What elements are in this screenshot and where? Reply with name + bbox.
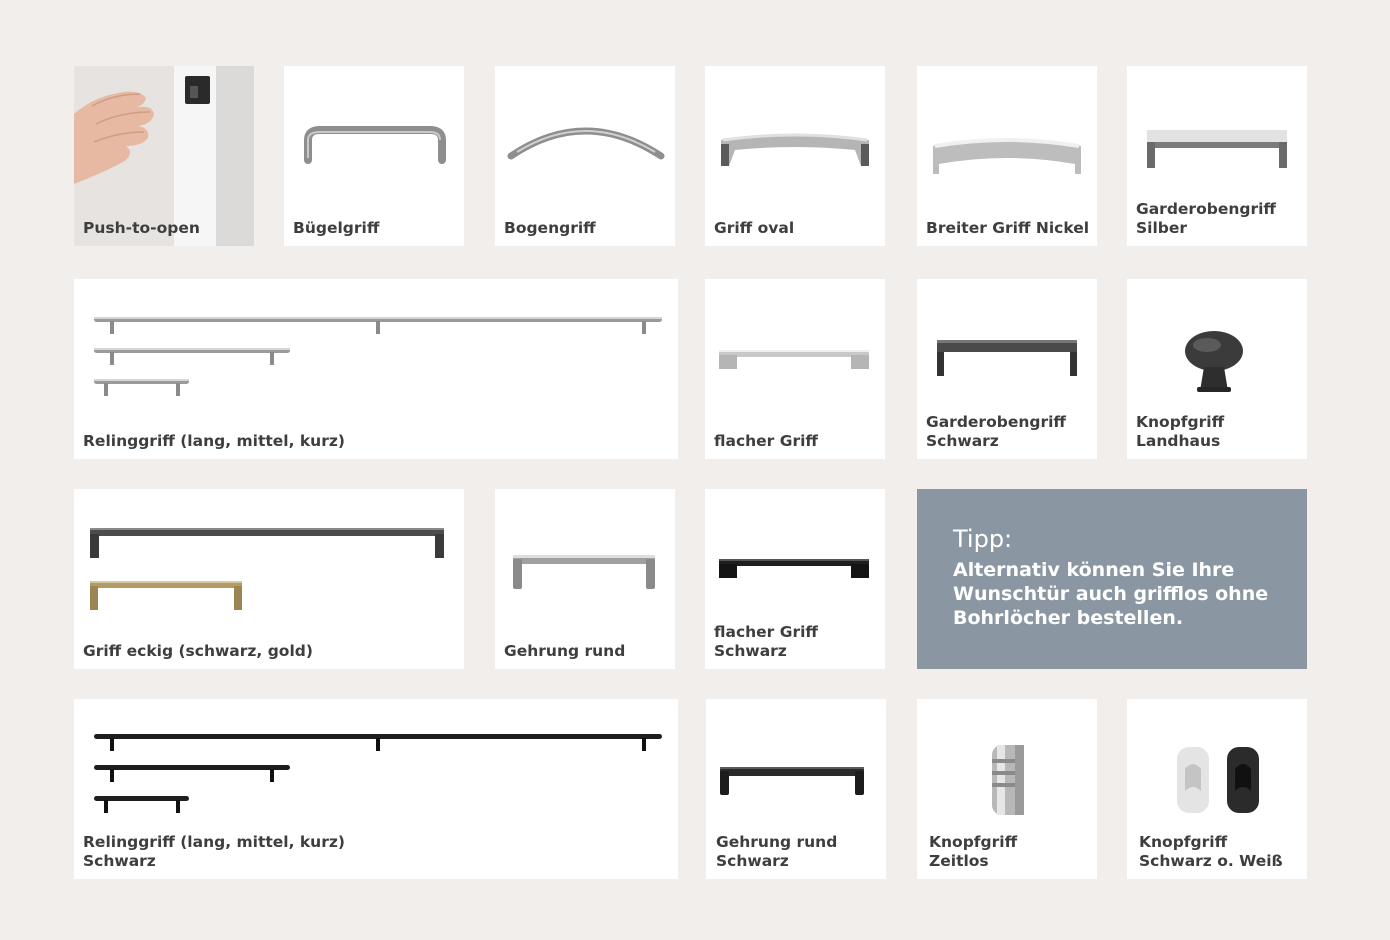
tip-box	[917, 489, 1307, 669]
item-flacher-griff[interactable]	[705, 279, 885, 459]
item-breiter-griff[interactable]	[917, 66, 1097, 246]
item-label: Bügelgriff	[293, 219, 380, 237]
item-garderobengriff-silber[interactable]	[1127, 66, 1307, 246]
item-label: Knopfgriff Zeitlos	[929, 833, 1018, 870]
item-label: flacher Griff	[714, 432, 818, 450]
tip-title: Tipp:	[953, 525, 1013, 553]
item-knopfgriff-zeitlos[interactable]	[917, 699, 1097, 879]
item-bogengriff[interactable]	[495, 66, 675, 246]
item-label: Bogengriff	[504, 219, 596, 237]
item-label: Gehrung rund	[504, 642, 626, 660]
item-knopfgriff-landhaus[interactable]	[1127, 279, 1307, 459]
item-buegelgriff[interactable]	[284, 66, 464, 246]
item-label: Knopfgriff Schwarz o. Weiß	[1139, 833, 1283, 870]
item-label: Breiter Griff Nickel	[926, 219, 1090, 237]
item-label: Knopfgriff Landhaus	[1136, 413, 1225, 450]
item-push-to-open[interactable]	[74, 66, 254, 246]
item-griff-oval[interactable]	[705, 66, 885, 246]
tip-text: Alternativ können Sie Ihre Wunschtür auch grifflos ohne Bohrlöcher bestellen.	[953, 559, 1269, 629]
item-label: Garderobengriff Silber	[1136, 200, 1276, 237]
item-gehrung-rund[interactable]	[495, 489, 675, 669]
item-relinggriff[interactable]	[74, 279, 678, 459]
item-label: Garderobengriff Schwarz	[926, 413, 1066, 450]
item-label: Relinggriff (lang, mittel, kurz) Schwarz	[83, 833, 345, 870]
item-label: Griff eckig (schwarz, gold)	[83, 642, 313, 660]
item-label: Push-to-open	[83, 219, 200, 237]
item-gehrung-rund-schwarz[interactable]	[706, 699, 886, 879]
item-label: flacher Griff Schwarz	[714, 623, 818, 660]
item-label: Relinggriff (lang, mittel, kurz)	[83, 432, 345, 450]
item-knopfgriff-schwarz-weiss[interactable]	[1127, 699, 1307, 879]
item-label: Gehrung rund Schwarz	[716, 833, 838, 870]
item-flacher-griff-schwarz[interactable]	[705, 489, 885, 669]
item-griff-eckig[interactable]	[74, 489, 464, 669]
item-label: Griff oval	[714, 219, 795, 237]
item-garderobengriff-schwarz[interactable]	[917, 279, 1097, 459]
item-relinggriff-schwarz[interactable]	[74, 699, 678, 879]
